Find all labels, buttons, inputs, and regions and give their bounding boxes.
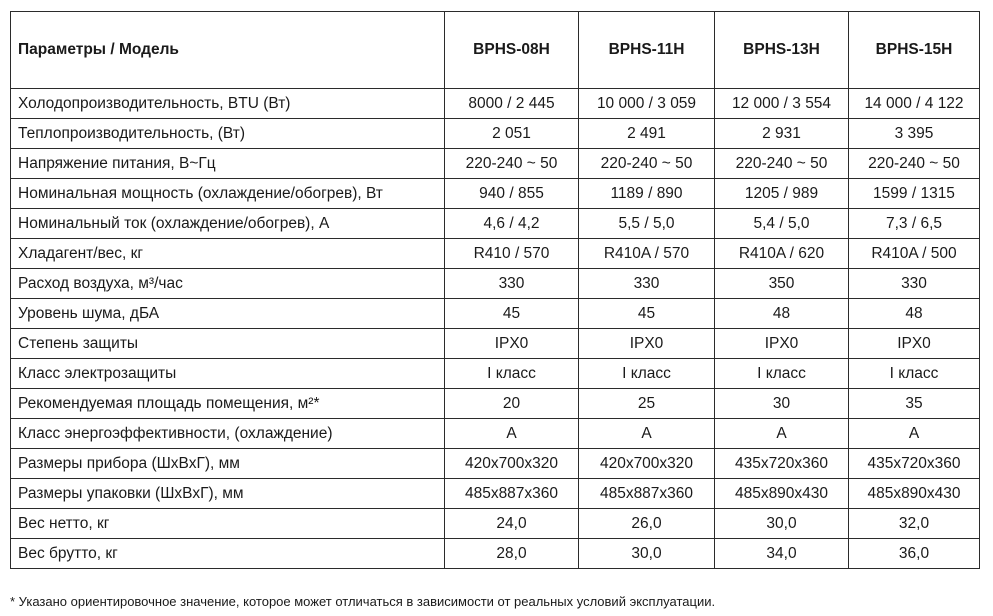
value-cell: 220-240 ~ 50 — [445, 149, 579, 179]
table-row — [11, 149, 980, 179]
table-row — [11, 509, 980, 539]
value-cell: 220-240 ~ 50 — [715, 149, 849, 179]
value-cell: IPX0 — [579, 329, 715, 359]
spec-table — [10, 11, 980, 569]
table-row — [11, 329, 980, 359]
value-cell: 36,0 — [849, 539, 980, 569]
value-cell: 30,0 — [579, 539, 715, 569]
table-row — [11, 299, 980, 329]
param-name-cell: Теплопроизводительность, (Вт) — [11, 119, 445, 149]
value-cell: 34,0 — [715, 539, 849, 569]
header-cell-params: Параметры / Модель — [11, 12, 445, 89]
value-cell: 435x720x360 — [715, 449, 849, 479]
value-cell: IPX0 — [445, 329, 579, 359]
param-name-cell: Класс электрозащиты — [11, 359, 445, 389]
value-cell: I класс — [579, 359, 715, 389]
param-name-cell: Вес брутто, кг — [11, 539, 445, 569]
value-cell: 485x887x360 — [445, 479, 579, 509]
param-name-cell: Уровень шума, дБА — [11, 299, 445, 329]
value-cell: 35 — [849, 389, 980, 419]
value-cell: 2 051 — [445, 119, 579, 149]
value-cell: A — [445, 419, 579, 449]
table-row — [11, 449, 980, 479]
value-cell: 485x890x430 — [849, 479, 980, 509]
value-cell: 2 491 — [579, 119, 715, 149]
value-cell: R410A / 500 — [849, 239, 980, 269]
table-row — [11, 239, 980, 269]
table-row — [11, 119, 980, 149]
param-name-cell: Расход воздуха, м³/час — [11, 269, 445, 299]
value-cell: 2 931 — [715, 119, 849, 149]
value-cell: 1599 / 1315 — [849, 179, 980, 209]
param-name-cell: Класс энергоэффективности, (охлаждение) — [11, 419, 445, 449]
value-cell: IPX0 — [715, 329, 849, 359]
header-cell-model: BPHS-15H — [849, 12, 980, 89]
value-cell: IPX0 — [849, 329, 980, 359]
value-cell: 485x890x430 — [715, 479, 849, 509]
value-cell: 28,0 — [445, 539, 579, 569]
value-cell: 8000 / 2 445 — [445, 89, 579, 119]
param-name-cell: Напряжение питания, В~Гц — [11, 149, 445, 179]
value-cell: R410A / 570 — [579, 239, 715, 269]
value-cell: 10 000 / 3 059 — [579, 89, 715, 119]
param-name-cell: Хладагент/вес, кг — [11, 239, 445, 269]
table-row — [11, 209, 980, 239]
param-name-cell: Степень защиты — [11, 329, 445, 359]
param-name-cell: Номинальный ток (охлаждение/обогрев), А — [11, 209, 445, 239]
value-cell: 30,0 — [715, 509, 849, 539]
table-row — [11, 389, 980, 419]
value-cell: 45 — [579, 299, 715, 329]
value-cell: 220-240 ~ 50 — [849, 149, 980, 179]
param-name-cell: Холодопроизводительность, BTU (Вт) — [11, 89, 445, 119]
value-cell: 420x700x320 — [579, 449, 715, 479]
table-row — [11, 419, 980, 449]
value-cell: 940 / 855 — [445, 179, 579, 209]
value-cell: 26,0 — [579, 509, 715, 539]
value-cell: A — [849, 419, 980, 449]
value-cell: 485x887x360 — [579, 479, 715, 509]
value-cell: 1189 / 890 — [579, 179, 715, 209]
value-cell: 20 — [445, 389, 579, 419]
value-cell: 220-240 ~ 50 — [579, 149, 715, 179]
value-cell: 435x720x360 — [849, 449, 980, 479]
value-cell: 12 000 / 3 554 — [715, 89, 849, 119]
table-body — [11, 89, 980, 569]
table-row — [11, 479, 980, 509]
value-cell: A — [579, 419, 715, 449]
value-cell: I класс — [849, 359, 980, 389]
value-cell: 1205 / 989 — [715, 179, 849, 209]
value-cell: 5,5 / 5,0 — [579, 209, 715, 239]
value-cell: 330 — [445, 269, 579, 299]
value-cell: 48 — [849, 299, 980, 329]
value-cell: I класс — [445, 359, 579, 389]
table-row — [11, 89, 980, 119]
value-cell: 25 — [579, 389, 715, 419]
value-cell: 4,6 / 4,2 — [445, 209, 579, 239]
value-cell: 7,3 / 6,5 — [849, 209, 980, 239]
value-cell: 330 — [849, 269, 980, 299]
table-row — [11, 179, 980, 209]
table-row — [11, 359, 980, 389]
header-cell-model: BPHS-11H — [579, 12, 715, 89]
value-cell: 330 — [579, 269, 715, 299]
value-cell: 32,0 — [849, 509, 980, 539]
footnote: * Указано ориентировочное значение, которое может отличаться в зависимости от реальных условий эксплуатации. — [10, 594, 716, 609]
param-name-cell: Вес нетто, кг — [11, 509, 445, 539]
value-cell: 5,4 / 5,0 — [715, 209, 849, 239]
value-cell: 48 — [715, 299, 849, 329]
header-cell-model: BPHS-08H — [445, 12, 579, 89]
value-cell: 420x700x320 — [445, 449, 579, 479]
value-cell: A — [715, 419, 849, 449]
value-cell: R410 / 570 — [445, 239, 579, 269]
table-row — [11, 269, 980, 299]
param-name-cell: Номинальная мощность (охлаждение/обогрев), Вт — [11, 179, 445, 209]
value-cell: 45 — [445, 299, 579, 329]
param-name-cell: Размеры упаковки (ШхВхГ), мм — [11, 479, 445, 509]
value-cell: 30 — [715, 389, 849, 419]
value-cell: R410A / 620 — [715, 239, 849, 269]
value-cell: 350 — [715, 269, 849, 299]
value-cell: 24,0 — [445, 509, 579, 539]
header-cell-model: BPHS-13H — [715, 12, 849, 89]
value-cell: 3 395 — [849, 119, 980, 149]
value-cell: I класс — [715, 359, 849, 389]
param-name-cell: Размеры прибора (ШхВхГ), мм — [11, 449, 445, 479]
table-row — [11, 539, 980, 569]
value-cell: 14 000 / 4 122 — [849, 89, 980, 119]
table-header-row — [11, 12, 980, 89]
param-name-cell: Рекомендуемая площадь помещения, м²* — [11, 389, 445, 419]
